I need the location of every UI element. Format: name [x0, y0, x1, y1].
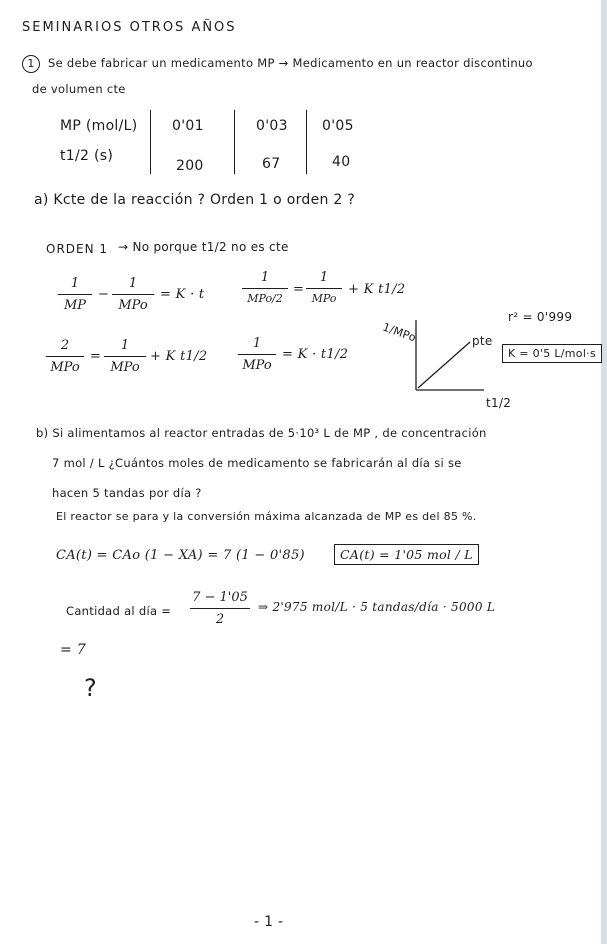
eq2-equals: = [293, 282, 305, 297]
fraction-bar [46, 356, 84, 357]
eq1-numerator-1: 1 [70, 276, 80, 291]
table-cell-t: 200 [176, 158, 204, 174]
eq3-numerator-1: 2 [60, 338, 70, 353]
fraction-bar [58, 294, 92, 295]
problem-statement-line2: de volumen cte [32, 82, 126, 96]
eq3-equals: = [90, 349, 102, 364]
table-divider [234, 110, 235, 174]
ca-result-box: CA(t) = 1'05 mol / L [334, 544, 479, 565]
part-b-line4: El reactor se para y la conversión máxima alcanzada de MP es del 85 %. [56, 510, 477, 523]
eq3-rhs: + K t1/2 [150, 349, 208, 364]
order1-note: → No porque t1/2 no es cte [118, 240, 289, 254]
plot-fit-line [418, 342, 470, 388]
eq3-numerator-2: 1 [120, 338, 130, 353]
problem-statement-line1: Se debe fabricar un medicamento MP → Medicamento en un reactor discontinuo [48, 56, 533, 70]
problem-number-text: 1 [27, 57, 35, 70]
part-a-question: a) Kcte de la reacción ? Orden 1 o orden 2 ? [34, 192, 356, 208]
eq-result-seven: = 7 [60, 642, 86, 658]
graph-slope-label: pte [472, 334, 493, 348]
fraction-bar [306, 288, 342, 289]
problem-number [22, 55, 40, 73]
eq2-numerator-2: 1 [319, 270, 329, 285]
question-mark: ? [84, 674, 98, 702]
part-b-line3: hacen 5 tandas por día ? [52, 486, 202, 500]
page-edge [601, 0, 607, 944]
eq4-denominator-1: MPo [242, 358, 272, 373]
page-number: - 1 - [254, 914, 284, 930]
eq3-denominator-1: MPo [50, 360, 80, 375]
k-result-box: K = 0'5 L/mol·s [502, 344, 602, 363]
eq1-numerator-2: 1 [128, 276, 138, 291]
eq3-denominator-2: MPo [110, 360, 140, 375]
eq2-numerator-1: 1 [260, 270, 270, 285]
table-cell-t: 67 [262, 156, 281, 172]
table-divider [306, 110, 307, 174]
cantidad-denominator: 2 [215, 612, 225, 627]
fraction-bar [190, 608, 250, 609]
cantidad-label: Cantidad al día = [66, 604, 172, 618]
fraction-bar [242, 288, 288, 289]
eq4-numerator-1: 1 [252, 336, 262, 351]
graph-x-label: t1/2 [486, 396, 512, 410]
eq2-denominator-2: MPo [311, 292, 337, 305]
part-b-line1: b) Si alimentamos al reactor entradas de 5·10³ L de MP , de concentración [36, 426, 487, 440]
table-cell-mp: 0'05 [322, 118, 354, 134]
ca-equation: CA(t) = CAo (1 − XA) = 7 (1 − 0'85) [56, 548, 305, 563]
part-b-line2: 7 mol / L ¿Cuántos moles de medicamento se fabricarán al día si se [52, 456, 462, 470]
eq2-fraction-1 [242, 270, 288, 305]
page-title: SEMINARIOS OTROS AÑOS [22, 20, 237, 35]
table-row-label-t: t1/2 (s) [60, 148, 114, 164]
eq4-rhs: = K · t1/2 [282, 347, 349, 362]
eq1-rhs: = K · t [160, 287, 205, 302]
eq3-fraction-1 [46, 338, 84, 375]
fraction-bar [104, 356, 146, 357]
table-cell-mp: 0'01 [172, 118, 204, 134]
eq1-fraction-1 [58, 276, 92, 313]
eq4-fraction-1 [238, 336, 276, 373]
eq1-denominator-1: MP [63, 298, 87, 313]
eq1-fraction-2 [112, 276, 154, 313]
table-divider [150, 110, 151, 174]
linear-plot-sketch [410, 318, 486, 394]
eq1-minus: − [98, 287, 110, 302]
fraction-bar [112, 294, 154, 295]
fraction-bar [238, 354, 276, 355]
table-cell-t: 40 [332, 154, 351, 170]
cantidad-rest: ⇒ 2'975 mol/L · 5 tandas/día · 5000 L [258, 600, 496, 614]
eq3-fraction-2 [104, 338, 146, 375]
table-cell-mp: 0'03 [256, 118, 288, 134]
order1-title: ORDEN 1 [46, 242, 109, 256]
table-row-label-mp: MP (mol/L) [60, 118, 138, 134]
r-squared: r² = 0'999 [508, 310, 573, 324]
eq2-denominator-1: MPo/2 [247, 292, 283, 305]
eq2-fraction-2 [306, 270, 342, 305]
cantidad-fraction [190, 590, 250, 627]
eq2-rhs: + K t1/2 [348, 282, 406, 297]
eq1-denominator-2: MPo [118, 298, 148, 313]
cantidad-numerator: 7 − 1'05 [192, 590, 248, 605]
graph-y-label: 1/MPo [380, 320, 418, 345]
